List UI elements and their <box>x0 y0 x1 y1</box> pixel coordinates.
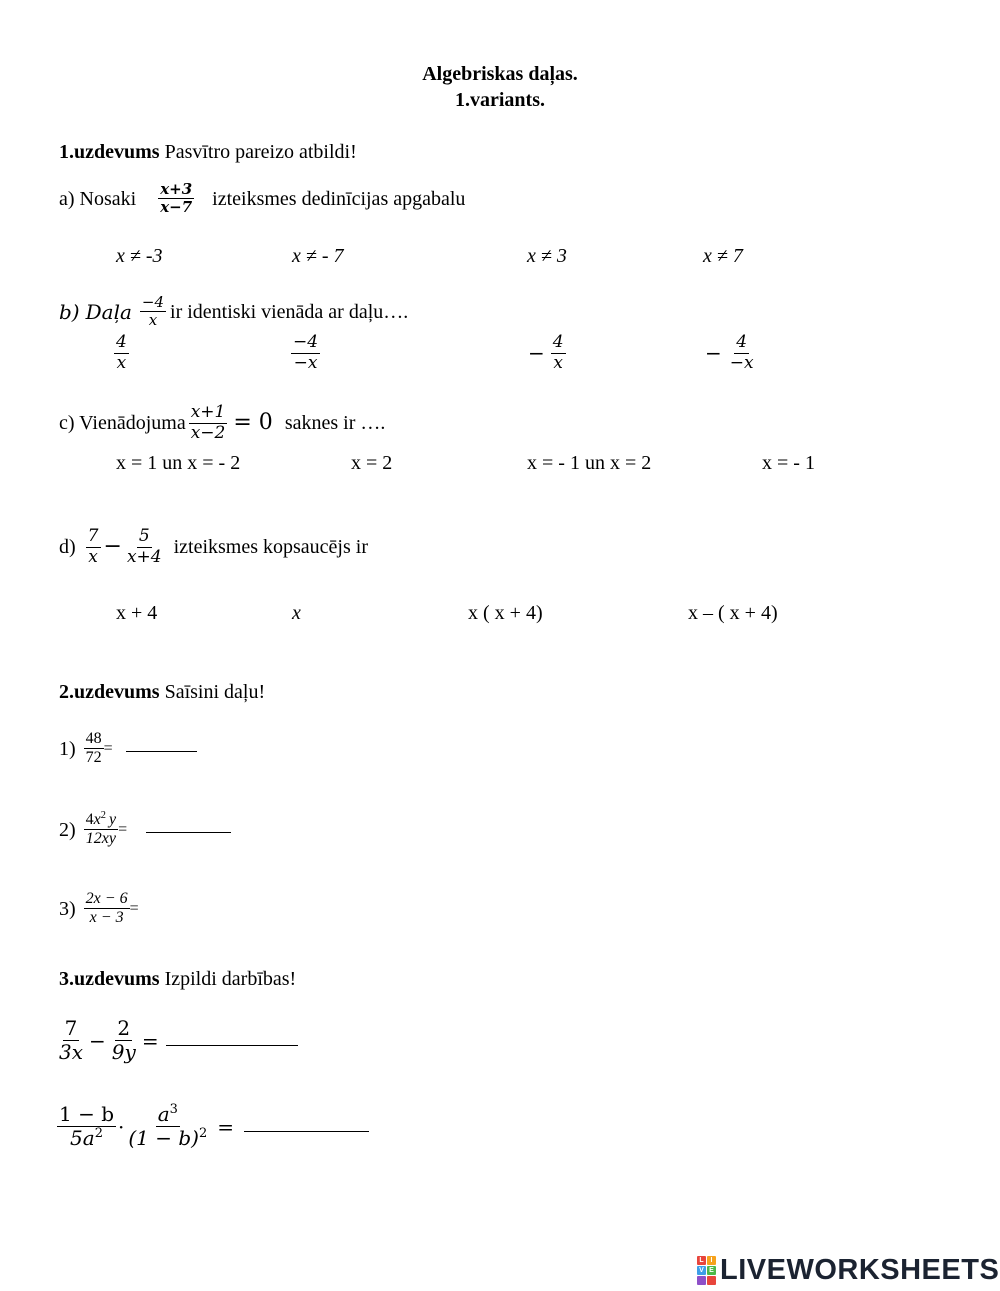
task1b-option-4-sign: − <box>705 341 722 366</box>
logo-square: E <box>707 1266 716 1275</box>
task2-item-2-number: 2) <box>59 818 76 841</box>
task1a-prefix: a) Nosaki <box>59 187 137 210</box>
task1b-suffix: ir identiski vienāda ar daļu…. <box>170 300 409 323</box>
task1a-option-1[interactable]: x ≠ -3 <box>116 245 163 267</box>
logo-square: I <box>707 1256 716 1265</box>
liveworksheets-logo <box>697 1254 999 1287</box>
task1c-equals-zero: = 0 <box>233 410 273 436</box>
task2-heading <box>59 680 265 704</box>
task1d-fraction-1-denominator: x <box>88 546 98 567</box>
task2-item-2-answer-line[interactable] <box>146 832 231 833</box>
task3-expr1-fraction-2-numerator: 2 <box>117 1016 131 1040</box>
task1b-option-4-numerator: 4 <box>736 332 748 352</box>
task3-expr2-fraction-2 <box>126 1103 209 1150</box>
task3-expr2-f2-num-exp: 3 <box>169 1102 178 1118</box>
task3-expr1-answer-line[interactable] <box>166 1045 298 1046</box>
task3-expr1-fraction-1-denominator: 3x <box>59 1040 84 1064</box>
task1-instruction: Pasvītro pareizo atbildi! <box>164 141 357 163</box>
task1c-question <box>59 403 385 443</box>
task1b-option-1[interactable] <box>114 333 129 373</box>
task3-expression-2 <box>57 1103 238 1150</box>
task3-expr2-times: · <box>118 1114 125 1139</box>
task1d-option-4[interactable]: x – ( x + 4) <box>688 602 778 624</box>
task1b-option-1-denominator: x <box>116 352 127 373</box>
task1c-suffix: saknes ir …. <box>284 412 386 435</box>
task1a-fraction <box>158 181 194 217</box>
task1a-option-2[interactable]: x ≠ - 7 <box>292 245 344 267</box>
task2-item-2-var: x <box>93 811 101 828</box>
logo-square: V <box>697 1266 706 1275</box>
task3-expr2-equals: = <box>217 1114 235 1139</box>
task1a-option-4[interactable]: x ≠ 7 <box>703 245 743 267</box>
task1b-option-3-denominator: x <box>553 352 563 373</box>
task1d-fraction-2-numerator: 5 <box>138 526 150 546</box>
task1d-fraction-1-numerator: 7 <box>87 526 99 546</box>
task1b-option-1-numerator: 4 <box>116 332 127 352</box>
task3-expr2-f1-den-exp: 2 <box>94 1126 103 1142</box>
task1c-prefix: c) Vienādojuma <box>59 412 186 435</box>
task3-expression-1 <box>57 1017 163 1064</box>
task3-expr2-f1-num-text: 1 − b <box>59 1102 114 1126</box>
task1d-fraction-1 <box>86 527 101 567</box>
task3-expr1-fraction-2-denominator: 9y <box>111 1040 136 1064</box>
task2-item-1-answer-line[interactable] <box>126 751 197 752</box>
task2-item-2-coef: 4 <box>85 811 94 828</box>
task2-item-2-numerator <box>84 811 118 830</box>
task2-label: 2.uzdevums <box>59 681 160 703</box>
task1b-option-4-fraction <box>728 333 756 373</box>
task1d-question <box>59 527 368 567</box>
task2-item-1-denominator: 72 <box>85 749 102 767</box>
task3-expr2-answer-line[interactable] <box>244 1131 369 1132</box>
task3-expr2-fraction-1-denominator <box>68 1127 105 1150</box>
task1b-numerator: −4 <box>141 293 165 311</box>
task1a-question <box>59 181 465 217</box>
task2-item-1-fraction <box>84 730 104 768</box>
worksheet-variant: 1.variants. <box>455 89 545 111</box>
task2-instruction: Saīsini daļu! <box>164 681 266 703</box>
worksheet-title: Algebriskas daļas. <box>422 63 578 85</box>
task2-item-2-denominator: 12xy <box>85 830 116 848</box>
task2-item-1-numerator: 48 <box>84 730 104 749</box>
task2-item-1 <box>59 730 113 768</box>
task3-expr1-fraction-2 <box>110 1017 138 1064</box>
liveworksheets-brand: LIVEWORKSHEETS <box>720 1254 1000 1286</box>
task1a-numerator: x+3 <box>160 180 193 198</box>
task2-item-3-numerator: 2x − 6 <box>84 890 130 909</box>
logo-square <box>697 1276 706 1285</box>
liveworksheets-logo-icon <box>697 1256 716 1285</box>
task1d-option-2[interactable]: x <box>292 602 301 624</box>
task1b-question <box>59 294 408 330</box>
task1c-denominator: x−2 <box>190 422 226 443</box>
task1b-option-3-fraction <box>551 333 566 373</box>
task3-expr1-minus: − <box>89 1028 106 1053</box>
task1b-option-2-fraction <box>291 333 320 373</box>
task1c-numerator: x+1 <box>190 402 226 422</box>
task2-item-2-var2: y <box>108 811 117 828</box>
task2-item-2-fraction <box>84 811 118 849</box>
task1c-option-3[interactable]: x = - 1 un x = 2 <box>527 452 652 474</box>
task2-item-2-equals: = <box>118 820 128 838</box>
task1b-prefix-word: Daļa <box>85 299 132 324</box>
task1b-option-2-denominator: −x <box>293 352 318 373</box>
task2-item-3-denominator: x − 3 <box>89 909 124 927</box>
task2-item-1-number: 1) <box>59 737 76 760</box>
task1c-option-1[interactable]: x = 1 un x = - 2 <box>116 452 241 474</box>
task3-expr1-fraction-1-numerator: 7 <box>64 1016 78 1040</box>
task1d-option-1[interactable]: x + 4 <box>116 602 158 624</box>
task1a-suffix: izteiksmes dedinīcijas apgabalu <box>212 187 466 210</box>
task1a-option-3[interactable]: x ≠ 3 <box>527 245 567 267</box>
task3-expr2-fraction-1 <box>57 1103 116 1150</box>
task3-expr2-fraction-1-numerator <box>57 1103 116 1127</box>
task1b-option-3-sign: − <box>528 341 545 366</box>
task3-expr2-f1-den-base: 5a <box>70 1126 95 1150</box>
task1d-suffix: izteiksmes kopsaucējs ir <box>173 536 368 559</box>
task2-item-2-exp: 2 <box>100 809 106 821</box>
task3-expr2-fraction-2-numerator <box>156 1103 180 1127</box>
logo-square <box>707 1276 716 1285</box>
task3-label: 3.uzdevums <box>59 968 160 990</box>
task1d-prefix: d) <box>59 536 76 559</box>
task1b-option-2[interactable] <box>291 333 320 373</box>
task2-item-3-fraction <box>84 890 130 928</box>
task1b-option-3[interactable] <box>528 333 566 373</box>
task1a-denominator: x−7 <box>160 198 193 217</box>
task2-item-2 <box>59 811 127 849</box>
task1b-fraction <box>140 294 166 330</box>
task1b-option-4[interactable] <box>705 333 756 373</box>
task2-item-1-equals: = <box>103 739 113 757</box>
task1c-option-4[interactable]: x = - 1 <box>762 452 815 474</box>
task1d-option-3[interactable]: x ( x + 4) <box>468 602 543 624</box>
task1b-option-4-denominator: −x <box>729 352 754 373</box>
task3-expr2-f2-num-base: a <box>157 1102 170 1126</box>
task3-expr2-fraction-2-denominator <box>126 1127 209 1150</box>
task3-instruction: Izpildi darbības! <box>164 968 297 990</box>
task1c-fraction <box>189 403 228 443</box>
task2-item-3 <box>59 890 139 928</box>
task1b-denominator: x <box>148 311 158 330</box>
task1-heading <box>59 140 357 164</box>
task1b-option-1-fraction <box>114 333 129 373</box>
task3-expr2-f2-den-base: (1 − b) <box>128 1126 199 1150</box>
task3-expr2-f2-den-exp: 2 <box>198 1126 208 1142</box>
task1b-prefix-letter: b) <box>59 299 80 324</box>
task1c-option-2[interactable]: x = 2 <box>351 452 393 474</box>
task3-expr1-fraction-1 <box>57 1017 85 1064</box>
task2-item-3-number: 3) <box>59 897 76 920</box>
task2-item-3-equals: = <box>129 899 139 917</box>
task1d-fraction-2-denominator: x+4 <box>126 546 162 567</box>
task3-expr1-equals: = <box>141 1028 159 1053</box>
task3-heading <box>59 967 296 991</box>
task1d-fraction-2 <box>125 527 164 567</box>
task1d-minus: − <box>103 534 122 560</box>
logo-square: L <box>697 1256 706 1265</box>
task1-label: 1.uzdevums <box>59 141 160 163</box>
task1b-option-3-numerator: 4 <box>552 332 564 352</box>
task1b-option-2-numerator: −4 <box>293 332 319 352</box>
